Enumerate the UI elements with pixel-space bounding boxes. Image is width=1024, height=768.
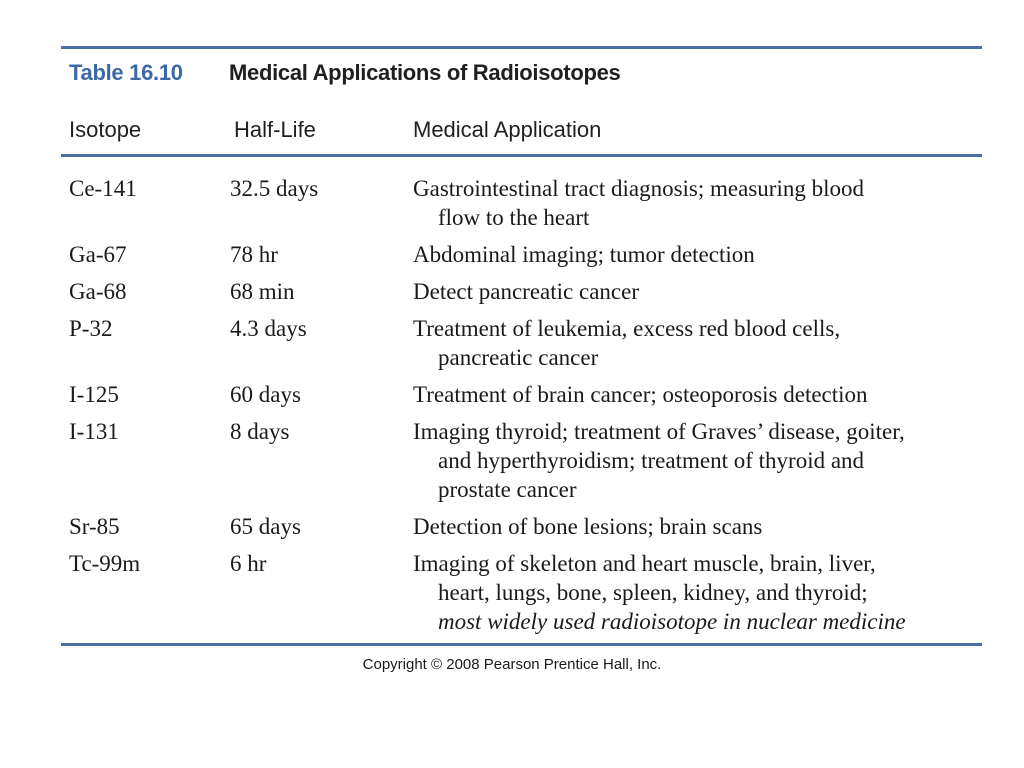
cell-half-life: 8 days — [230, 419, 290, 444]
cell-isotope: I-125 — [69, 382, 119, 407]
cell-medical-application — [413, 174, 973, 232]
table-row — [0, 174, 1024, 232]
header-rule — [61, 154, 982, 157]
cell-isotope: Ce-141 — [69, 176, 137, 201]
header-medical-application: Medical Application — [413, 117, 602, 142]
table-row — [0, 380, 1024, 409]
table-row — [0, 549, 1024, 636]
cell-isotope: Tc-99m — [69, 551, 141, 576]
cell-half-life: 6 hr — [230, 551, 267, 576]
cell-half-life: 78 hr — [230, 242, 278, 267]
cell-half-life: 4.3 days — [230, 316, 307, 341]
table-title: Medical Applications of Radioisotopes — [229, 60, 621, 85]
application-line: Treatment of brain cancer; osteoporosis detection — [413, 382, 868, 407]
cell-isotope: Ga-67 — [69, 242, 127, 267]
application-line-italic: most widely used radioisotope in nuclear medicine — [438, 609, 906, 634]
table-row — [0, 277, 1024, 306]
cell-medical-application — [413, 240, 973, 269]
application-line: prostate cancer — [438, 477, 577, 502]
cell-medical-application — [413, 417, 973, 504]
copyright-notice: Copyright © 2008 Pearson Prentice Hall, Inc. — [362, 656, 662, 673]
cell-medical-application — [413, 512, 973, 541]
application-line: pancreatic cancer — [438, 345, 599, 370]
bottom-rule — [61, 643, 982, 646]
cell-isotope: Sr-85 — [69, 514, 120, 539]
cell-half-life: 65 days — [230, 514, 301, 539]
application-line: and hyperthyroidism; treatment of thyroid and — [438, 448, 865, 473]
cell-medical-application — [413, 380, 973, 409]
cell-half-life: 60 days — [230, 382, 301, 407]
application-line: Gastrointestinal tract diagnosis; measuring blood — [413, 176, 864, 201]
cell-half-life: 68 min — [230, 279, 295, 304]
table-body — [0, 174, 1024, 636]
header-half-life: Half-Life — [234, 117, 316, 142]
cell-medical-application — [413, 277, 973, 306]
table-row — [0, 512, 1024, 541]
table-number: Table 16.10 — [69, 60, 183, 85]
table-row — [0, 240, 1024, 269]
top-rule — [61, 46, 982, 49]
application-line: Imaging thyroid; treatment of Graves’ disease, goiter, — [413, 419, 905, 444]
cell-isotope: I-131 — [69, 419, 119, 444]
cell-isotope: P-32 — [69, 316, 113, 341]
application-line: Detect pancreatic cancer — [413, 279, 639, 304]
header-isotope: Isotope — [69, 117, 142, 142]
cell-half-life: 32.5 days — [230, 176, 319, 201]
application-line: flow to the heart — [438, 205, 590, 230]
table-caption — [69, 60, 620, 86]
cell-isotope: Ga-68 — [69, 279, 127, 304]
application-line: Abdominal imaging; tumor detection — [413, 242, 755, 267]
application-line: heart, lungs, bone, spleen, kidney, and thyroid; — [438, 580, 868, 605]
application-line: Detection of bone lesions; brain scans — [413, 514, 763, 539]
application-line: Treatment of leukemia, excess red blood cells, — [413, 316, 841, 341]
table-row — [0, 314, 1024, 372]
application-line: Imaging of skeleton and heart muscle, brain, liver, — [413, 551, 876, 576]
cell-medical-application — [413, 314, 973, 372]
cell-medical-application — [413, 549, 973, 636]
table-row — [0, 417, 1024, 504]
